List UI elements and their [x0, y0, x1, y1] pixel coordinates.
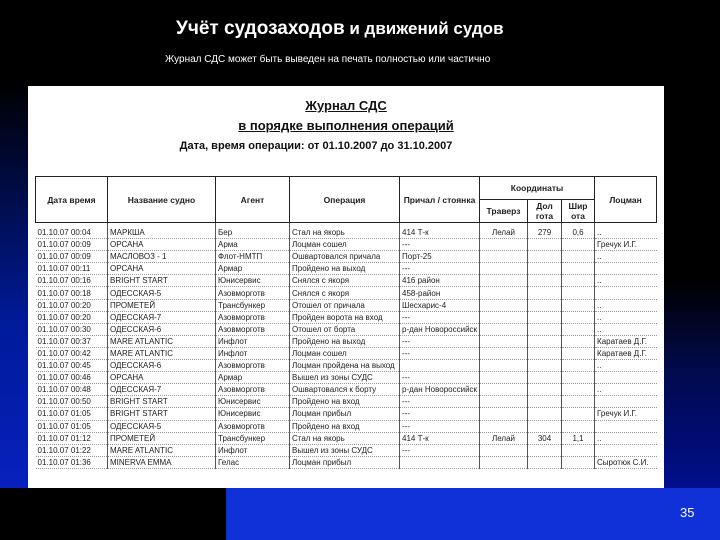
cell-berth: --- [400, 347, 480, 359]
table-row [36, 223, 657, 239]
cell-agent: Армар [216, 372, 290, 384]
cell-datetime: 01.10.07 01:12 [36, 432, 108, 444]
cell-longitude [528, 299, 562, 311]
page-number: 35 [680, 505, 695, 520]
slide-title-main: Учёт судозаходов [176, 18, 345, 39]
table-row [36, 396, 657, 408]
cell-traverse [480, 323, 528, 335]
cell-operation: Пройдено на выход [290, 335, 400, 347]
cell-datetime: 01.10.07 00:09 [36, 239, 108, 251]
cell-datetime: 01.10.07 00:11 [36, 263, 108, 275]
cell-operation: Лоцман прибыл [290, 456, 400, 468]
cell-traverse [480, 456, 528, 468]
cell-berth: --- [400, 396, 480, 408]
header-datetime: Дата время [36, 177, 108, 223]
cell-latitude [562, 384, 595, 396]
cell-latitude [562, 444, 595, 456]
cell-pilot: Каратаев Д.Г. [595, 335, 657, 347]
cell-longitude [528, 251, 562, 263]
journal-document [28, 86, 664, 488]
cell-berth: --- [400, 444, 480, 456]
cell-traverse: Лелай [480, 432, 528, 444]
cell-pilot [595, 287, 657, 299]
cell-longitude [528, 287, 562, 299]
cell-operation: Вышел из зоны СУДС [290, 444, 400, 456]
cell-pilot: .. [595, 384, 657, 396]
journal-title: Журнал СДС [305, 98, 387, 113]
cell-vessel: ОДЕССКАЯ-7 [108, 311, 216, 323]
cell-vessel: ОРСАНА [108, 263, 216, 275]
table-row [36, 408, 657, 420]
journal-table [35, 176, 657, 469]
header-traverse: Траверз [480, 200, 528, 223]
cell-traverse [480, 335, 528, 347]
cell-pilot: .. [595, 323, 657, 335]
cell-traverse [480, 299, 528, 311]
slide-left-band [0, 0, 30, 540]
cell-berth: --- [400, 239, 480, 251]
cell-pilot: .. [595, 432, 657, 444]
journal-table-body [36, 223, 657, 469]
cell-agent: Инфлот [216, 335, 290, 347]
cell-traverse [480, 311, 528, 323]
cell-datetime: 01.10.07 01:36 [36, 456, 108, 468]
cell-pilot [595, 396, 657, 408]
cell-datetime: 01.10.07 01:05 [36, 420, 108, 432]
cell-operation: Ошвартовался к борту [290, 384, 400, 396]
cell-berth: Шесхарис-4 [400, 299, 480, 311]
cell-berth [400, 360, 480, 372]
cell-operation: Пройден ворота на вход [290, 311, 400, 323]
cell-vessel: ПРОМЕТЕЙ [108, 432, 216, 444]
cell-berth: --- [400, 311, 480, 323]
cell-vessel: МАРКША [108, 223, 216, 239]
cell-agent: Азовморготв [216, 323, 290, 335]
cell-pilot: .. [595, 360, 657, 372]
cell-agent: Инфлот [216, 444, 290, 456]
cell-agent: Арма [216, 239, 290, 251]
cell-vessel: ОДЕССКАЯ-6 [108, 323, 216, 335]
cell-operation: Пройдено на вход [290, 420, 400, 432]
cell-pilot: .. [595, 275, 657, 287]
journal-period: Дата, время операции: от 01.10.2007 до 31.10.2007 [179, 140, 453, 152]
cell-operation: Пройдено на вход [290, 396, 400, 408]
cell-berth: --- [400, 420, 480, 432]
cell-longitude [528, 396, 562, 408]
cell-latitude [562, 263, 595, 275]
cell-longitude [528, 372, 562, 384]
cell-latitude [562, 420, 595, 432]
cell-longitude [528, 347, 562, 359]
cell-longitude [528, 311, 562, 323]
cell-pilot: .. [595, 223, 657, 239]
cell-vessel: ОДЕССКАЯ-5 [108, 420, 216, 432]
cell-longitude [528, 275, 562, 287]
cell-pilot: Сыротюк С.И. [595, 456, 657, 468]
cell-operation: Пройдено на выход [290, 263, 400, 275]
cell-longitude [528, 444, 562, 456]
cell-latitude [562, 299, 595, 311]
cell-agent: Армар [216, 263, 290, 275]
cell-longitude: 279 [528, 223, 562, 239]
cell-datetime: 01.10.07 00:30 [36, 323, 108, 335]
cell-latitude [562, 347, 595, 359]
cell-vessel: MARE ATLANTIC [108, 335, 216, 347]
cell-pilot: .. [595, 251, 657, 263]
cell-pilot [595, 263, 657, 275]
cell-agent: Азовморготв [216, 360, 290, 372]
cell-longitude [528, 335, 562, 347]
table-row [36, 420, 657, 432]
cell-berth: р-дан Новороссийск [400, 384, 480, 396]
cell-berth: --- [400, 408, 480, 420]
cell-traverse [480, 239, 528, 251]
cell-operation: Лоцман пройдена на выход [290, 360, 400, 372]
cell-longitude [528, 323, 562, 335]
cell-datetime: 01.10.07 01:22 [36, 444, 108, 456]
cell-datetime: 01.10.07 00:42 [36, 347, 108, 359]
table-row [36, 239, 657, 251]
cell-latitude [562, 323, 595, 335]
header-pilot: Лоцман [595, 177, 657, 223]
cell-traverse [480, 384, 528, 396]
cell-longitude [528, 360, 562, 372]
header-agent: Агент [216, 177, 290, 223]
cell-operation: Лоцман прибыл [290, 408, 400, 420]
table-row [36, 372, 657, 384]
cell-pilot [595, 372, 657, 384]
cell-latitude [562, 372, 595, 384]
cell-vessel: ОРСАНА [108, 372, 216, 384]
table-row [36, 323, 657, 335]
cell-agent: Юнисервис [216, 408, 290, 420]
cell-traverse [480, 287, 528, 299]
table-row [36, 384, 657, 396]
table-row [36, 360, 657, 372]
cell-latitude [562, 408, 595, 420]
cell-datetime: 01.10.07 00:04 [36, 223, 108, 239]
table-row [36, 432, 657, 444]
header-latitude: Шир ота [562, 200, 595, 223]
slide-title [176, 18, 504, 40]
cell-latitude [562, 335, 595, 347]
cell-longitude [528, 384, 562, 396]
cell-datetime: 01.10.07 00:20 [36, 311, 108, 323]
cell-berth: 414 Т-к [400, 223, 480, 239]
cell-berth [400, 456, 480, 468]
cell-traverse [480, 360, 528, 372]
cell-vessel: MINERVA EMMA [108, 456, 216, 468]
cell-traverse [480, 408, 528, 420]
cell-operation: Ошвартовался причала [290, 251, 400, 263]
cell-datetime: 01.10.07 00:37 [36, 335, 108, 347]
cell-vessel: МАСЛОВОЗ - 1 [108, 251, 216, 263]
cell-berth: 416 район [400, 275, 480, 287]
cell-traverse [480, 420, 528, 432]
cell-vessel: BRIGHT START [108, 396, 216, 408]
cell-agent: Юнисервис [216, 396, 290, 408]
cell-agent: Юнисервис [216, 275, 290, 287]
header-berth: Причал / стоянка [400, 177, 480, 223]
cell-vessel: ОРСАНА [108, 239, 216, 251]
cell-pilot [595, 444, 657, 456]
header-vessel: Название судно [108, 177, 216, 223]
cell-latitude [562, 239, 595, 251]
cell-traverse [480, 444, 528, 456]
header-coordinates: Координаты [480, 177, 595, 200]
cell-latitude [562, 287, 595, 299]
cell-operation: Стал на якорь [290, 223, 400, 239]
cell-latitude [562, 456, 595, 468]
slide-title-rest: и движений судов [344, 19, 504, 38]
cell-pilot: Гречук И.Г. [595, 408, 657, 420]
cell-latitude [562, 275, 595, 287]
cell-longitude [528, 408, 562, 420]
cell-vessel: ОДЕССКАЯ-7 [108, 384, 216, 396]
cell-vessel: MARE ATLANTIC [108, 444, 216, 456]
cell-longitude [528, 263, 562, 275]
cell-vessel: BRIGHT START [108, 275, 216, 287]
cell-latitude [562, 396, 595, 408]
cell-agent: Инфлот [216, 347, 290, 359]
cell-berth: р-дан Новороссийск [400, 323, 480, 335]
table-row [36, 347, 657, 359]
cell-operation: Снялся с якоря [290, 287, 400, 299]
table-row [36, 335, 657, 347]
cell-latitude [562, 360, 595, 372]
table-row [36, 287, 657, 299]
slide-subtitle: Журнал СДС может быть выведен на печать полностью или частично [165, 54, 491, 65]
cell-operation: Вышел из зоны СУДС [290, 372, 400, 384]
cell-datetime: 01.10.07 01:05 [36, 408, 108, 420]
cell-berth: --- [400, 263, 480, 275]
cell-operation: Снялся с якоря [290, 275, 400, 287]
cell-longitude: 304 [528, 432, 562, 444]
cell-operation: Отошел от борта [290, 323, 400, 335]
cell-longitude [528, 239, 562, 251]
table-row [36, 456, 657, 468]
cell-operation: Лоцман сошел [290, 347, 400, 359]
table-row [36, 311, 657, 323]
cell-vessel: MARE ATLANTIC [108, 347, 216, 359]
cell-agent: Флот-НМТП [216, 251, 290, 263]
cell-longitude [528, 456, 562, 468]
header-operation: Операция [290, 177, 400, 223]
table-row [36, 251, 657, 263]
cell-latitude: 1,1 [562, 432, 595, 444]
cell-datetime: 01.10.07 00:50 [36, 396, 108, 408]
cell-datetime: 01.10.07 00:20 [36, 299, 108, 311]
cell-vessel: ПРОМЕТЕЙ [108, 299, 216, 311]
cell-pilot: .. [595, 311, 657, 323]
cell-agent: Азовморготв [216, 311, 290, 323]
cell-datetime: 01.10.07 00:09 [36, 251, 108, 263]
cell-pilot: .. [595, 299, 657, 311]
cell-latitude [562, 311, 595, 323]
cell-berth: 458-район [400, 287, 480, 299]
cell-pilot [595, 420, 657, 432]
cell-vessel: ОДЕССКАЯ-6 [108, 360, 216, 372]
cell-datetime: 01.10.07 00:45 [36, 360, 108, 372]
cell-traverse [480, 347, 528, 359]
cell-latitude [562, 251, 595, 263]
cell-agent: Трансбункер [216, 432, 290, 444]
cell-berth: --- [400, 372, 480, 384]
cell-datetime: 01.10.07 00:16 [36, 275, 108, 287]
table-row [36, 263, 657, 275]
cell-operation: Лоцман сошел [290, 239, 400, 251]
cell-agent: Бер [216, 223, 290, 239]
table-row [36, 275, 657, 287]
slide-bottom-dark-area [0, 488, 226, 540]
cell-berth: Порт-25 [400, 251, 480, 263]
cell-datetime: 01.10.07 00:18 [36, 287, 108, 299]
cell-agent: Азовморготв [216, 420, 290, 432]
cell-agent: Гелас [216, 456, 290, 468]
cell-traverse [480, 372, 528, 384]
table-row [36, 444, 657, 456]
cell-traverse [480, 275, 528, 287]
cell-traverse [480, 396, 528, 408]
cell-berth: 414 Т-к [400, 432, 480, 444]
cell-agent: Азовморготв [216, 287, 290, 299]
cell-longitude [528, 420, 562, 432]
cell-pilot: Гречук И.Г. [595, 239, 657, 251]
cell-latitude: 0,6 [562, 223, 595, 239]
cell-vessel: ОДЕССКАЯ-5 [108, 287, 216, 299]
journal-subtitle: в порядке выполнения операций [238, 118, 454, 133]
cell-berth: --- [400, 335, 480, 347]
cell-agent: Трансбункер [216, 299, 290, 311]
header-longitude: Дол гота [528, 200, 562, 223]
cell-datetime: 01.10.07 00:46 [36, 372, 108, 384]
cell-traverse [480, 263, 528, 275]
cell-vessel: BRIGHT START [108, 408, 216, 420]
cell-operation: Стал на якорь [290, 432, 400, 444]
cell-traverse: Лелай [480, 223, 528, 239]
cell-operation: Отошел от причала [290, 299, 400, 311]
table-row [36, 299, 657, 311]
cell-datetime: 01.10.07 00:48 [36, 384, 108, 396]
cell-agent: Азовморготв [216, 384, 290, 396]
cell-traverse [480, 251, 528, 263]
cell-pilot: Каратаев Д.Г. [595, 347, 657, 359]
